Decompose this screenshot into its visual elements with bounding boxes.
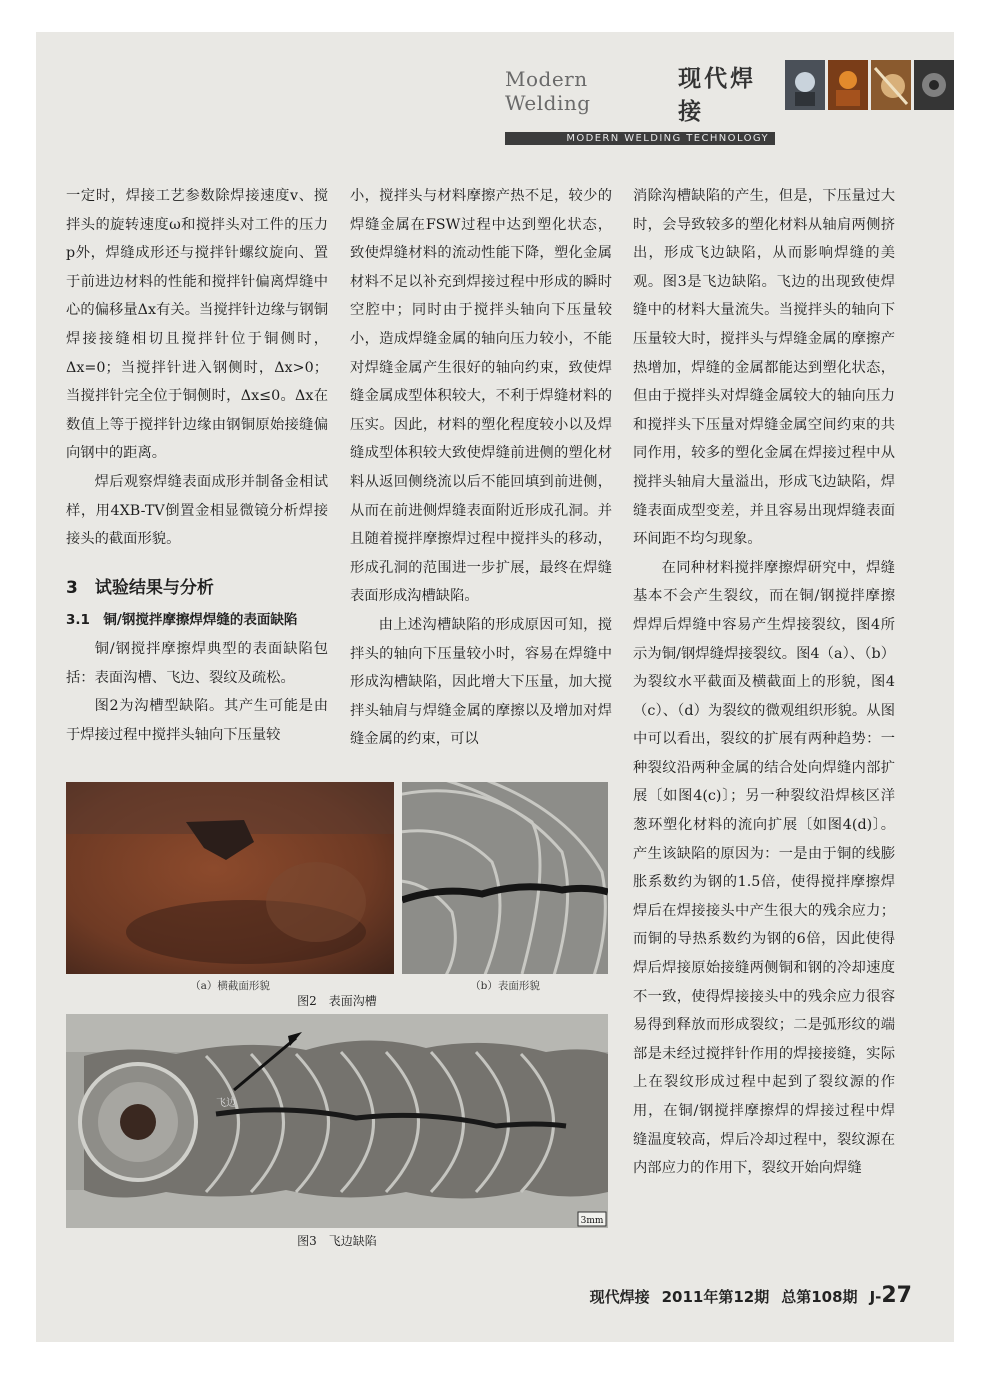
- footer-journal: 现代焊接: [589, 1288, 650, 1306]
- paragraph: 小，搅拌头与材料摩擦产热不足，较少的焊缝金属在FSW过程中达到塑化状态，致使焊缝材料的流动性能下降，塑化金属材料不足以补充到焊接过程中形成的瞬时空腔中；同时由于搅拌头轴向下压量较小，造成焊缝金属的轴向压力较小，不能对焊缝金属产生很好的轴向约束，致使焊缝金属成型体积较大，不利于焊缝材料的压实。因此，材料的塑化程度较小以及焊缝成型体积较大致使焊缝前进侧的塑化材料从返回侧绕流以后不能回填到前进侧，从而在前进侧焊缝表面附近形成孔洞。并且随着搅拌摩擦焊过程中搅拌头的移动，形成孔洞的范围进一步扩展，最终在焊缝表面形成沟槽缺陷。: [350, 188, 612, 605]
- figure-2a-caption: （a）横截面形貌: [190, 980, 270, 992]
- journal-header: [505, 60, 954, 144]
- paragraph: 图2为沟槽型缺陷。其产生可能是由于焊接过程中搅拌头轴向下压量较: [66, 698, 328, 743]
- header-photo-robot: [828, 60, 868, 110]
- brand-english: Modern Welding: [505, 67, 591, 115]
- header-photo-sparks: [871, 60, 911, 110]
- paragraph: 铜/钢搅拌摩擦焊典型的表面缺陷包括：表面沟槽、飞边、裂纹及疏松。: [66, 640, 328, 686]
- header-text: [505, 60, 775, 145]
- paragraph: 焊后观察焊缝表面成形并制备金相试样，用4XB-TV倒置金相显微镜分析焊接接头的截面形貌。: [66, 473, 328, 548]
- page-footer: [590, 1283, 912, 1308]
- subsection-heading-3-1: 3.1 铜/钢搅拌摩擦焊焊缝的表面缺陷: [66, 612, 298, 629]
- footer-total-issue: 总第108期: [781, 1288, 858, 1306]
- figure-3-title: 图3 飞边缺陷: [297, 1234, 377, 1248]
- brand: [505, 60, 775, 126]
- column-2: [350, 182, 612, 754]
- paragraph: 一定时，焊接工艺参数除焊接速度v、搅拌头的旋转速度ω和搅拌头对工件的压力p外，焊缝成形还与搅拌针螺纹旋向、置于前进边材料的性能和搅拌针偏离焊缝中心的偏移量Δx有关。当搅拌针边缘与钢铜焊接接缝相切且搅拌针位于铜侧时，Δx=0；当搅拌针进入钢侧时，Δx>0；当搅拌针完全位于铜侧时，Δx≤0。Δx在数值上等于搅拌针边缘由钢铜原始接缝偏向钢中的距离。: [66, 188, 328, 462]
- journal-page: [36, 32, 954, 1342]
- figure-3-flash-defect-image: [66, 1014, 608, 1228]
- header-photo-welding: [785, 60, 825, 110]
- brand-chinese: 现代焊接: [678, 66, 757, 125]
- header-photo-gear: [914, 60, 954, 110]
- column-3: [633, 182, 895, 1183]
- figure-2-title: 图2 表面沟槽: [297, 994, 377, 1008]
- footer-issue: 2011年第12期: [661, 1288, 770, 1306]
- paragraph: 消除沟槽缺陷的产生，但是，下压量过大时，会导致较多的塑化材料从轴肩两侧挤出，形成飞边缺陷，从而影响焊缝的美观。图3是飞边缺陷。飞边的出现致使焊缝中的材料大量流失。当搅拌头的轴向下压量较大时，搅拌头与焊缝金属的摩擦产热增加，焊缝的金属都能达到塑化状态，但由于搅拌头对焊缝金属较大的轴向压力和搅拌头下压量对焊缝金属空间约束的共同作用，较多的塑化金属在焊接过程中从搅拌头轴肩大量溢出，形成飞边缺陷，焊缝表面成型变差，并且容易出现焊缝表面环间距不均匀现象。: [633, 188, 895, 548]
- tech-bar: MODERN WELDING TECHNOLOGY: [505, 132, 775, 145]
- paragraph: 由上述沟槽缺陷的形成原因可知，搅拌头的轴向下压量较小时，容易在焊缝中形成沟槽缺陷，因此增大下压量，加大搅拌头轴肩与焊缝金属的摩擦以及增加对焊缝金属的约束，可以: [350, 616, 612, 748]
- figure-2b-caption: （b）表面形貌: [470, 980, 540, 992]
- flash-label: 飞边: [216, 1098, 236, 1109]
- scale-bar-label: 3mm: [580, 1216, 604, 1226]
- column-1: [66, 182, 328, 749]
- section-heading-3: 3 试验结果与分析: [66, 577, 214, 598]
- page-num: 27: [881, 1283, 912, 1308]
- page-prefix: J-: [869, 1288, 882, 1306]
- figure-2a-cross-section-image: [66, 782, 394, 974]
- paragraph: 在同种材料搅拌摩擦焊研究中，焊缝基本不会产生裂纹，而在铜/钢搅拌摩擦焊焊后焊缝中容易产生焊接裂纹，图4所示为铜/钢焊缝焊接裂纹。图4（a）、（b）为裂纹水平截面及横截面上的形貌，图4（c）、（d）为裂纹的微观组织形貌。从图中可以看出，裂纹的扩展有两种趋势：一种裂纹沿两种金属的结合处向焊缝内部扩展〔如图4(c)〕；另一种裂纹沿焊核区洋葱环塑化材料的流向扩展〔如图4(d)〕。产生该缺陷的原因为：一是由于铜的线膨胀系数约为钢的1.5倍，使得搅拌摩擦焊焊后在焊接接头中产生很大的残余应力；而铜的导热系数约为钢的6倍，因此使得焊后焊接原始接缝两侧铜和钢的冷却速度不一致，使得焊接接头中的残余应力很容易得到释放而形成裂纹；二是弧形纹的端部是未经过搅拌针作用的焊接接缝，实际上在裂纹形成过程中起到了裂纹源的作用，在铜/钢搅拌摩擦焊的焊接过程中焊缝温度较高，焊后冷却过程中，裂纹源在内部应力的作用下，裂纹开始向焊缝: [633, 559, 895, 1177]
- footer-page-number: [870, 1283, 912, 1308]
- header-photos: [785, 60, 954, 110]
- figure-2b-surface-image: [402, 782, 608, 974]
